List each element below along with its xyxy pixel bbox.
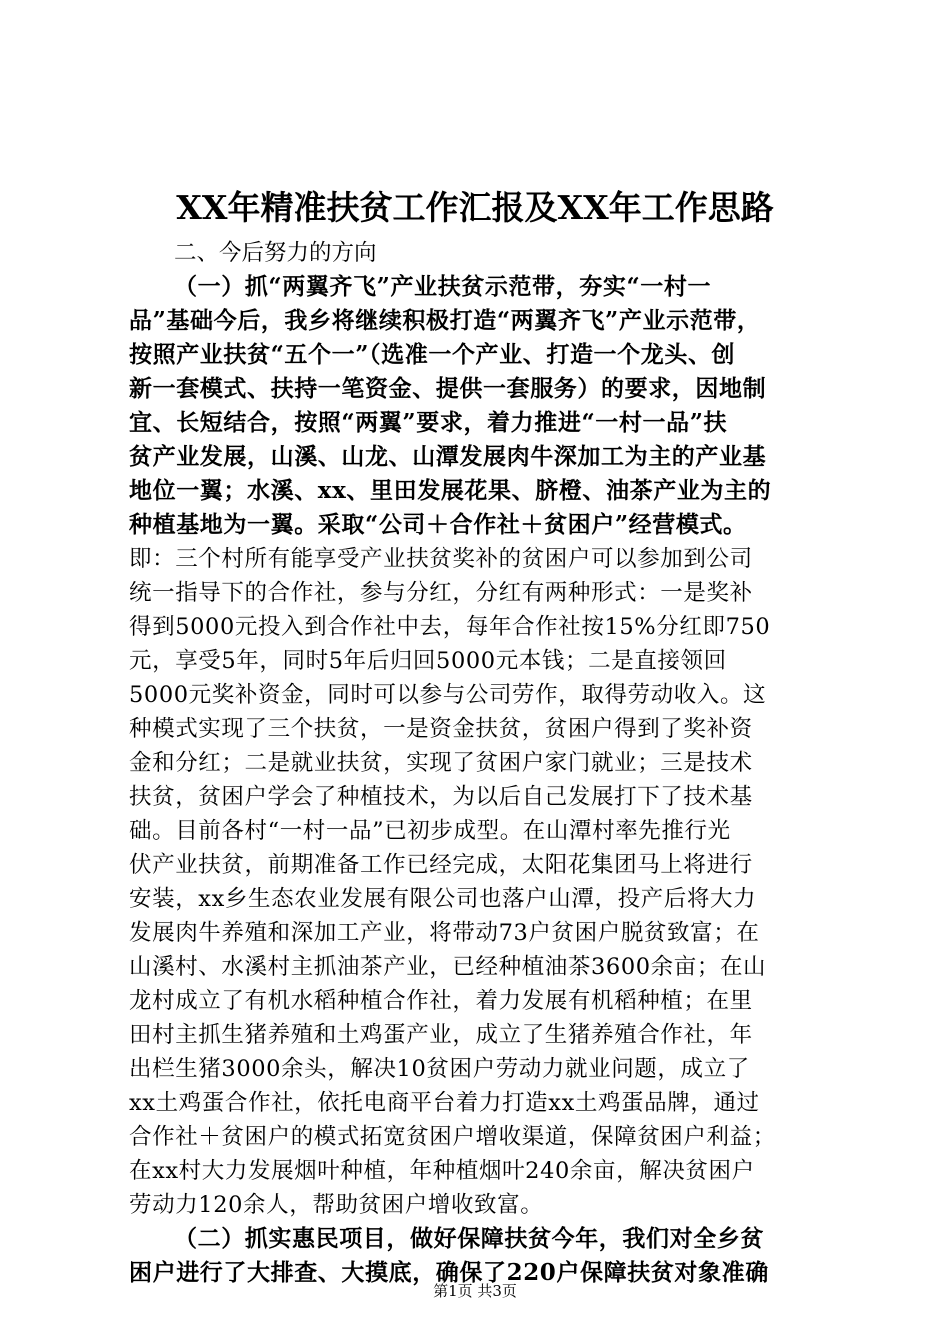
paragraph-line: （二）抓实惠民项目，做好保障扶贫今年，我们对全乡贫 xyxy=(174,1225,764,1252)
paragraph-line: 劳动力120余人，帮助贫困户增收致富。 xyxy=(129,1192,544,1218)
paragraph-line: 贫产业发展，山溪、山龙、山潭发展肉牛深加工为主的产业基 xyxy=(129,443,767,470)
paragraph-line: 安装，xx乡生态农业发展有限公司也落户山潭，投产后将大力 xyxy=(129,886,757,912)
paragraph-line: 金和分红；二是就业扶贫，实现了贫困户家门就业；三是技术 xyxy=(129,750,753,776)
paragraph-line: 5000元奖补资金，同时可以参与公司劳作，取得劳动收入。这 xyxy=(129,682,767,708)
paragraph-line: 扶贫，贫困户学会了种植技术，为以后自己发展打下了技术基 xyxy=(129,784,753,810)
paragraph-line: 在xx村大力发展烟叶种植，年种植烟叶240余亩，解决贫困户 xyxy=(129,1158,755,1184)
paragraph-line: 得到5000元投入到合作社中去，每年合作社按15%分红即750 xyxy=(129,614,771,640)
paragraph-line: 品”基础今后，我乡将继续积极打造“两翼齐飞”产业示范带， xyxy=(129,307,761,334)
paragraph-line: 出栏生猪3000余头，解决10贫困户劳动力就业问题，成立了 xyxy=(129,1056,750,1082)
paragraph-line: 按照产业扶贫“五个一”（选准一个产业、打造一个龙头、创 xyxy=(129,341,736,368)
page-footer: 第1页 共3页 xyxy=(433,1282,517,1300)
document-title: XX年精准扶贫工作汇报及XX年工作思路 xyxy=(176,188,774,227)
paragraph-line: 宜、长短结合，按照“两翼”要求，着力推进“一村一品”扶 xyxy=(129,409,728,436)
paragraph-line: 困户进行了大排查、大摸底，确保了220户保障扶贫对象准确 xyxy=(129,1259,769,1286)
paragraph-line: xx土鸡蛋合作社，依托电商平台着力打造xx土鸡蛋品牌，通过 xyxy=(129,1090,760,1116)
paragraph-line: （一）抓“两翼齐飞”产业扶贫示范带，夯实“一村一 xyxy=(174,273,712,300)
paragraph-line: 龙村成立了有机水稻种植合作社，着力发展有机稻种植；在里 xyxy=(129,988,753,1014)
paragraph-line: 伏产业扶贫，前期准备工作已经完成，太阳花集团马上将进行 xyxy=(129,852,753,878)
paragraph-line: 种模式实现了三个扶贫，一是资金扶贫，贫困户得到了奖补资 xyxy=(129,716,753,742)
paragraph-line: 种植基地为一翼。采取“公司＋合作社＋贫困户”经营模式。 xyxy=(129,511,747,538)
paragraph-1 xyxy=(129,270,829,1222)
paragraph-2 xyxy=(129,1222,829,1290)
paragraph-line: 础。目前各村“一村一品”已初步成型。在山潭村率先推行光 xyxy=(129,818,731,844)
paragraph-line: 田村主抓生猪养殖和土鸡蛋产业，成立了生猪养殖合作社，年 xyxy=(129,1022,753,1048)
paragraph-line: 合作社＋贫困户的模式拓宽贫困户增收渠道，保障贫困户利益； xyxy=(129,1124,776,1150)
paragraph-line: 元，享受5年，同时5年后归回5000元本钱；二是直接领回 xyxy=(129,648,727,674)
paragraph-line: 地位一翼；水溪、xx、里田发展花果、脐橙、油茶产业为主的 xyxy=(129,477,772,504)
paragraph-line: 发展肉牛养殖和深加工产业，将带动73户贫困户脱贫致富；在 xyxy=(129,920,760,946)
document-body xyxy=(129,236,829,1290)
section-heading: 二、今后努力的方向 xyxy=(174,240,377,266)
paragraph-line: 统一指导下的合作社，参与分红，分红有两种形式：一是奖补 xyxy=(129,580,753,606)
paragraph-line: 新一套模式、扶持一笔资金、提供一套服务）的要求，因地制 xyxy=(129,375,767,402)
paragraph-line: 即：三个村所有能享受产业扶贫奖补的贫困户可以参加到公司 xyxy=(129,546,753,572)
paragraph-line: 山溪村、水溪村主抓油茶产业，已经种植油茶3600余亩；在山 xyxy=(129,954,767,980)
